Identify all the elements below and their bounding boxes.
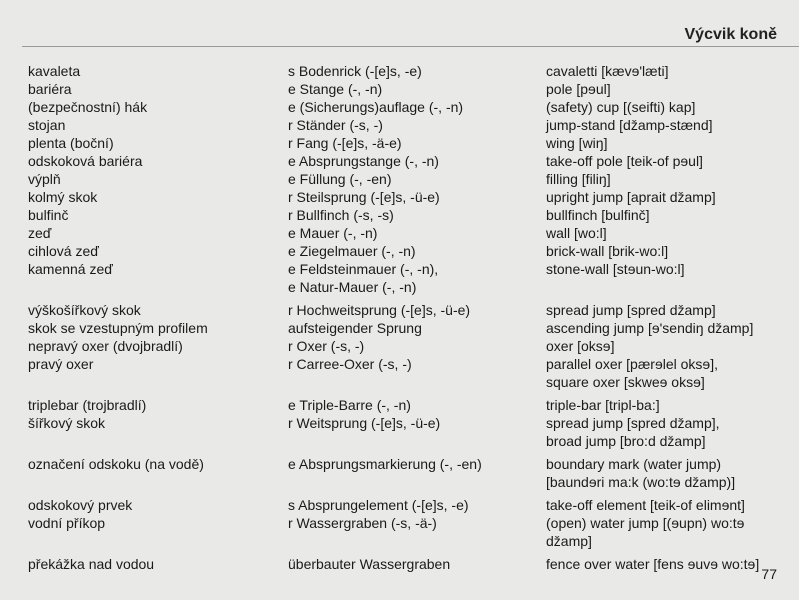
czech-term: šířkový skok <box>28 415 106 431</box>
english-term: ascending jump [ɘ'sendiŋ džamp] <box>546 320 754 336</box>
czech-term: výškošířkový skok <box>28 302 141 318</box>
english-term: triple-bar [tripl-ba:] <box>546 397 660 413</box>
german-term: e Füllung (-, -en) <box>288 171 392 187</box>
czech-term: zeď <box>28 225 52 241</box>
english-term: brick-wall [brik-wo:l] <box>546 243 669 259</box>
german-term: überbauter Wassergraben <box>288 556 451 572</box>
german-term: r Ständer (-s, -) <box>288 117 383 133</box>
english-term: boundary mark (water jump) <box>546 456 722 472</box>
english-term: džamp] <box>546 533 592 549</box>
czech-term: bariéra <box>28 81 72 97</box>
english-term: take-off element [teik-of elimɘnt] <box>546 497 745 513</box>
german-term: r Fang (-[e]s, -ä-e) <box>288 135 402 151</box>
czech-term: kolmý skok <box>28 189 98 205</box>
english-term: spread jump [spred džamp] <box>546 302 716 318</box>
czech-term: překážka nad vodou <box>28 556 155 572</box>
german-term: r Oxer (-s, -) <box>288 338 365 354</box>
czech-term: triplebar (trojbradlí) <box>28 397 147 413</box>
english-term: take-off pole [teik-of pɘul] <box>546 153 703 169</box>
german-term: e Natur-Mauer (-, -n) <box>288 279 417 295</box>
czech-term: stojan <box>28 117 66 133</box>
english-term: pole [pɘul] <box>546 81 611 97</box>
header-rule <box>22 46 799 47</box>
german-term: e Triple-Barre (-, -n) <box>288 397 411 413</box>
german-term: r Wassergraben (-s, -ä-) <box>288 515 437 531</box>
german-term: e Stange (-, -n) <box>288 81 383 97</box>
english-term: upright jump [aprait džamp] <box>546 189 716 205</box>
czech-term: plenta (boční) <box>28 135 114 151</box>
german-term: r Hochweitsprung (-[e]s, -ü-e) <box>288 302 471 318</box>
english-term: cavaletti [kævɘ'læti] <box>546 63 669 79</box>
english-term: broad jump [bro:d džamp] <box>546 433 706 449</box>
english-term: bullfinch [bulfinč] <box>546 207 650 223</box>
czech-term: cihlová zeď <box>28 243 99 259</box>
czech-term: kamenná zeď <box>28 261 113 277</box>
czech-term: pravý oxer <box>28 356 94 372</box>
english-term: (safety) cup [(seifti) kap] <box>546 99 696 115</box>
english-term: filling [filiŋ] <box>546 171 611 187</box>
czech-term: výplň <box>28 171 61 187</box>
german-term: s Bodenrick (-[e]s, -e) <box>288 63 422 79</box>
english-term: fence over water [fens ɘuvɘ wo:tɘ] <box>546 556 760 572</box>
english-term: jump-stand [džamp-stænd] <box>546 117 713 133</box>
czech-term: skok se vzestupným profilem <box>28 320 208 336</box>
czech-term: odskokový prvek <box>28 497 133 513</box>
czech-term: nepravý oxer (dvojbradlí) <box>28 338 183 354</box>
german-term: aufsteigender Sprung <box>288 320 422 336</box>
page-number: 77 <box>761 566 777 582</box>
english-term: parallel oxer [pærɘlel oksɘ], <box>546 356 718 372</box>
english-term: [baundɘri ma:k (wo:tɘ džamp)] <box>546 474 736 490</box>
german-term: s Absprungelement (-[e]s, -e) <box>288 497 469 513</box>
german-term: r Weitsprung (-[e]s, -ü-e) <box>288 415 441 431</box>
czech-term: vodní příkop <box>28 515 106 531</box>
page-header: Výcvik koně <box>684 26 777 43</box>
english-term: spread jump [spred džamp], <box>546 415 720 431</box>
english-term: wing [wiŋ] <box>546 135 608 151</box>
english-term: wall [wo:l] <box>546 225 607 241</box>
english-term: oxer [oksɘ] <box>546 338 615 354</box>
czech-term: označení odskoku (na vodě) <box>28 456 204 472</box>
german-term: e Absprungsmarkierung (-, -en) <box>288 456 482 472</box>
czech-term: odskoková bariéra <box>28 153 143 169</box>
czech-term: (bezpečnostní) hák <box>28 99 148 115</box>
german-term: r Carree-Oxer (-s, -) <box>288 356 412 372</box>
german-term: e Ziegelmauer (-, -n) <box>288 243 416 259</box>
german-term: r Steilsprung (-[e]s, -ü-e) <box>288 189 440 205</box>
czech-term: kavaleta <box>28 63 81 79</box>
english-term: square oxer [skweɘ oksɘ] <box>546 374 705 390</box>
german-term: e (Sicherungs)auflage (-, -n) <box>288 99 464 115</box>
german-term: r Bullfinch (-s, -s) <box>288 207 394 223</box>
german-term: e Mauer (-, -n) <box>288 225 378 241</box>
german-term: e Absprungstange (-, -n) <box>288 153 439 169</box>
english-term: stone-wall [stɘun-wo:l] <box>546 261 685 277</box>
german-term: e Feldsteinmauer (-, -n), <box>288 261 439 277</box>
english-term: (open) water jump [(ɘupn) wo:tɘ <box>546 515 745 531</box>
czech-term: bulfinč <box>28 207 69 223</box>
